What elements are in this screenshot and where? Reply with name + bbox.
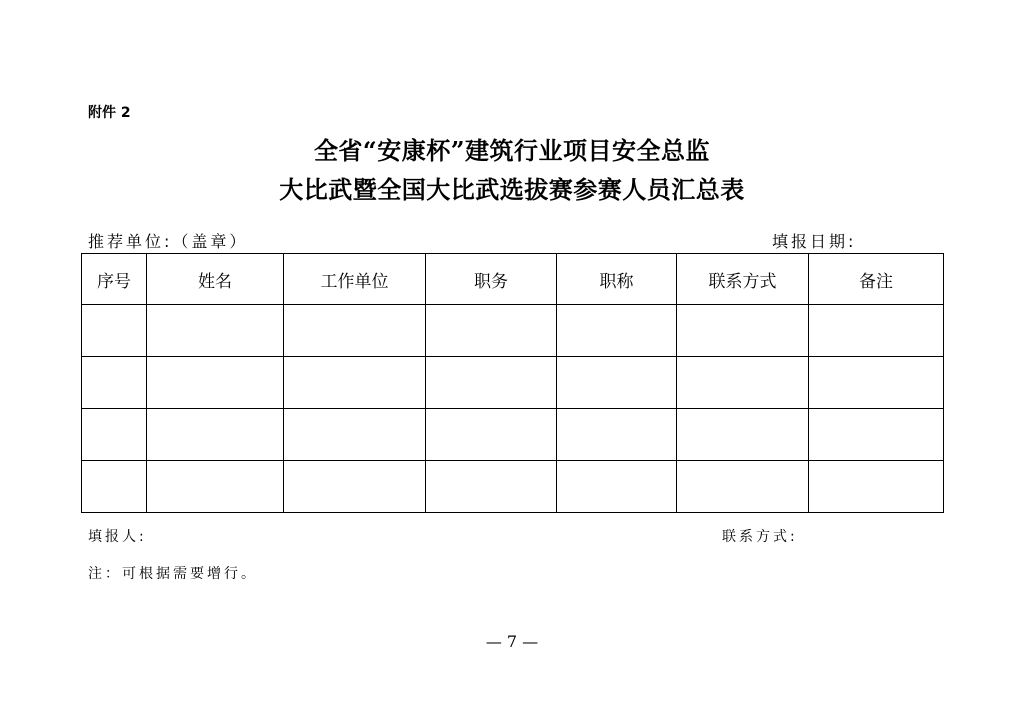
note-text: 注：可根据需要增行。 <box>88 566 258 582</box>
table-cell <box>82 357 147 409</box>
table-cell <box>557 305 677 357</box>
table-cell <box>426 357 557 409</box>
table-cell <box>557 409 677 461</box>
header-name: 姓名 <box>147 254 284 305</box>
attachment-label: 附件 2 <box>88 105 131 121</box>
table-cell <box>677 305 809 357</box>
table-cell <box>426 305 557 357</box>
table-cell <box>809 409 944 461</box>
table-cell <box>284 357 426 409</box>
table-cell <box>82 409 147 461</box>
page-number: — 7 — <box>485 632 539 651</box>
header-position: 职务 <box>426 254 557 305</box>
table-cell <box>557 461 677 513</box>
table-cell <box>147 461 284 513</box>
header-title: 职称 <box>557 254 677 305</box>
contact-label: 联系方式: <box>722 529 798 545</box>
table-body <box>82 305 944 513</box>
table-cell <box>809 305 944 357</box>
header-work-unit: 工作单位 <box>284 254 426 305</box>
table-cell <box>677 409 809 461</box>
table-cell <box>426 409 557 461</box>
table-cell <box>284 461 426 513</box>
header-serial: 序号 <box>82 254 147 305</box>
table-cell <box>809 461 944 513</box>
table-cell <box>809 357 944 409</box>
table-cell <box>147 409 284 461</box>
table-row <box>82 305 944 357</box>
table-row <box>82 461 944 513</box>
table-row <box>82 409 944 461</box>
table-cell <box>426 461 557 513</box>
header-contact: 联系方式 <box>677 254 809 305</box>
table-cell <box>284 409 426 461</box>
fill-date-label: 填报日期: <box>772 232 857 251</box>
table-cell <box>147 305 284 357</box>
recommend-unit-label: 推荐单位:（盖章） <box>88 232 249 251</box>
table-cell <box>82 305 147 357</box>
summary-table <box>81 253 944 513</box>
table-cell <box>284 305 426 357</box>
title-line-1: 全省“安康杯”建筑行业项目安全总监 <box>313 136 711 165</box>
table-cell <box>677 357 809 409</box>
table-cell <box>677 461 809 513</box>
table-cell <box>147 357 284 409</box>
header-remarks: 备注 <box>809 254 944 305</box>
title-line-2: 大比武暨全国大比武选拔赛参赛人员汇总表 <box>279 175 745 204</box>
table-header-row <box>82 254 944 305</box>
table-row <box>82 357 944 409</box>
filler-label: 填报人: <box>88 529 147 545</box>
table-cell <box>82 461 147 513</box>
table-cell <box>557 357 677 409</box>
